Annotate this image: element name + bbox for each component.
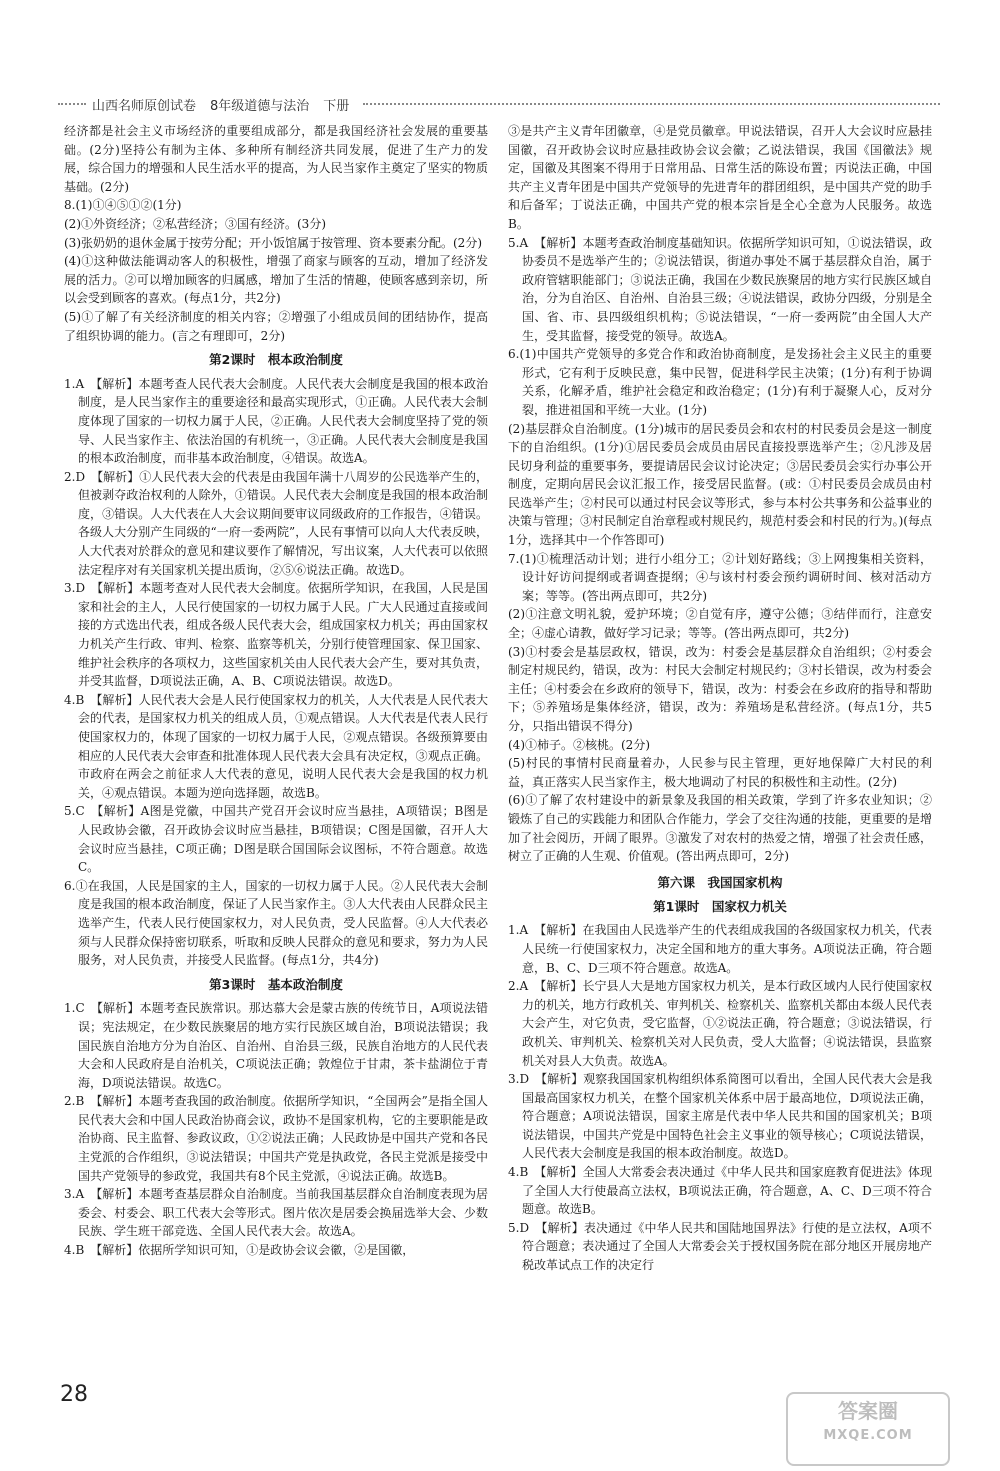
answer-item: 5.C 【解析】A图是党徽，中国共产党召开会议时应当悬挂，A项错误；B图是人民政协会徽，召开政协会议时应当悬挂，B项错误；C图是国徽，召开人大会议时应当悬挂，C项正确；D图是联合国国际会议图标，不符合题意。故选C。 bbox=[64, 804, 488, 875]
running-header bbox=[58, 92, 940, 116]
right-text-column bbox=[508, 122, 932, 1367]
answer-item: 2.D 【解析】①人民代表大会的代表是由我国年满十八周岁的公民选举产生的，但被剥夺政治权利的人除外，①错误。人民代表大会制度是我国的根本政治制度，③错误。人大代表在人大会议期间要审议同级政府的工作报告，④错误。各级人大分别产生同级的“一府一委两院”，人民有事情可以向人大代表反映，人大代表对於群众的意见和建议要作了解情况，写出议案，人大代表可以依照法定程序对有关国家机关提出质询，②⑤⑥说法正确。故选D。 bbox=[64, 469, 488, 577]
answer-paragraph: (6)①了解了农村建设中的新景象及我国的相关政策，学到了许多农业知识；②锻炼了自己的实践能力和团队合作能力，学会了交往沟通的技能，更重要的是增加了社会阅历，开阔了眼界。③激发了对农村的热爱之情，增强了社会责任感，树立了正确的人生观、价值观。(答出两点即可，2分) bbox=[508, 793, 932, 864]
answer-item: 3.D 【解析】本题考查对人民代表大会制度。依据所学知识，在我国，人民是国家和社会的主人，人民行使国家的一切权力属于人民。广大人民通过直接或间接的方式选出代表，组成各级人民代表大会，组成国家权力机关；再由国家权力机关产生行政、审判、检察、监察等机关，分别行使管理国家、保卫国家、维护社会秩序的各项权力，这些国家机关由人民代表大会产生，要对其负责，并受其监督，D项说法正确，A、B、C项说法错误。故选D。 bbox=[64, 581, 488, 689]
answer-item: 1.A 【解析】本题考查人民代表大会制度。人民代表大会制度是我国的根本政治制度，是人民当家作主的重要途径和最高实现形式，①正确。人民代表大会制度体现了国家的一切权力属于人民，②正确。人民代表大会制度坚持了党的领导、人民当家作主、依法治国的有机统一，③正确。人民代表大会制度是我国的根本政治制度，而非基本政治制度，④错误。故选A。 bbox=[64, 376, 488, 466]
page-number: 28 bbox=[60, 1382, 88, 1407]
answer-item: 2.B 【解析】本题考查我国的政治制度。依据所学知识，“全国两会”是指全国人民代表大会和中国人民政治协商会议，政协不是国家机构，它的主要职能是政治协商、民主监督、参政议政，①②说法正确；人民政协是中国共产党和各民主党派的合作组织，③说法错误；中国共产党是执政党，各民主党派是接受中国共产党领导的参政党，我国共有8个民主党派，④说法正确。故选B。 bbox=[64, 1094, 488, 1183]
answer-paragraph: (5)村民的事情村民商量着办，人民参与民主管理，更好地保障广大村民的利益，真正落实人民当家作主，极大地调动了村民的积极性和主动性。(2分) bbox=[508, 756, 932, 789]
answer-item: 1.C 【解析】本题考查民族常识。那达慕大会是蒙古族的传统节日，A项说法错误；宪法规定，在少数民族聚居的地方实行民族区域自治，B项说法错误；我国民族自治地方分为自治区、自治州、自治县三级，民族自治地方的人民代表大会和人民政府是自治机关，C项说法正确；敦煌位于甘肃，茶卡盐湖位于青海，D项说法错误。故选C。 bbox=[64, 1001, 488, 1090]
header-dotted-rule-left bbox=[58, 103, 86, 105]
header-series-title: 山西名师原创试卷 bbox=[92, 98, 197, 114]
watermark-url: MXQE.COM bbox=[823, 1428, 913, 1443]
answer-paragraph: (4)①柿子。②核桃。(2分) bbox=[508, 737, 650, 752]
header-dotted-rule-right bbox=[363, 103, 940, 105]
answer-paragraph: (3)①村委会是基层政权，错误，改为：村委会是基层群众自治组织；②村委会制定村规民约，错误，改为：村民大会制定村规民约；③村长错误，改为村委会主任；④村委会在乡政府的领导下，错误，改为：村委会在乡政府的指导和帮助下；⑤养殖场是集体经济，错误，改为：养殖场是私营经济。(每点1分，共5分，只指出错误不得分) bbox=[508, 644, 932, 733]
header-volume: 下册 bbox=[323, 98, 350, 114]
answer-item: 5.D 【解析】表决通过《中华人民共和国陆地国界法》行使的是立法权，A项不符合题意；表决通过了全国人大常委会关于授权国务院在部分地区开展房地产税改革试点工作的决定行 bbox=[508, 1220, 932, 1273]
answer-item: 6.①在我国，人民是国家的主人，国家的一切权力属于人民。②人民代表大会制度是我国的根本政治制度，保证了人民当家作主。③人大代表由人民群众民主选举产生，代表人民行使国家权力，对人民负责，受人民监督。④人大代表必须与人民群众保持密切联系，听取和反映人民群众的意见和要求，努力为人民服务，对人民负责，并接受人民监督。(每点1分，共4分) bbox=[64, 878, 488, 968]
header-grade-subject: 8年级道德与法治 bbox=[210, 98, 310, 114]
answer-item: 8.(1)①④⑤①②(1分) bbox=[64, 198, 182, 213]
answer-paragraph: (4)①这种做法能调动客人的积极性，增强了商家与顾客的互动，增加了经济发展的活力。②可以增加顾客的归属感，增加了生活的情趣，使顾客感到亲切，所以会受到顾客的喜欢。(每点1分，共2分) bbox=[64, 254, 488, 306]
answer-item: 6.(1)中国共产党领导的多党合作和政治协商制度，是发扬社会主义民主的重要形式，它有利于反映民意，集中民智，促进科学民主决策；(1分)有利于协调关系，化解矛盾，维护社会稳定和政治稳定；(1分)有利于凝聚人心，反对分裂，推进祖国和平统一大业。(1分) bbox=[508, 347, 932, 417]
lesson-heading: 第六课 我国国家机构 bbox=[657, 874, 783, 890]
answer-item: 4.B 【解析】人民代表大会是人民行使国家权力的机关，人大代表是人民代表大会的代表，是国家权力机关的组成人员，①观点错误。人大代表是代表人民行使国家权力的，体现了国家的一切权力属于人民，②观点错误。各级预算要由相应的人民代表大会审查和批准体现人民代表大会具有决定权，③观点正确。市政府在两会之前征求人大代表的意见，说明人民代表大会是我国的权力机关，④观点错误。本题为逆向选择题，故选B。 bbox=[64, 692, 488, 800]
watermark-logo bbox=[786, 1392, 950, 1466]
answer-item: 1.A 【解析】在我国由人民选举产生的代表组成我国的各级国家权力机关，代表人民统一行使国家权力，决定全国和地方的重大事务。A项说法正确，符合题意，B、C、D三项不符合题意。故选A。 bbox=[508, 923, 932, 975]
answer-paragraph: (2)①外资经济；②私营经济；③国有经济。(3分) bbox=[64, 216, 326, 231]
answer-paragraph: (3)张奶奶的退休金属于按劳分配；开小饭馆属于按管理、资本要素分配。(2分) bbox=[64, 235, 482, 250]
answer-paragraph: ③是共产主义青年团徽章，④是党员徽章。甲说法错误，召开人大会议时应悬挂国徽，召开政协会议时应悬挂政协会议会徽；乙说法错误，我国《国徽法》规定，国徽及其图案不得用于日常用品、日常生活的陈设布置；丙说法正确，中国共产主义青年团是中国共产党领导的先进青年的群团组织，是中国共产党的助手和后备军；丁说法正确，中国共产党的根本宗旨是全心全意为人民服务。故选B。 bbox=[508, 124, 932, 231]
answer-item: 2.A 【解析】长宁县人大是地方国家权力机关，是本行政区域内人民行使国家权力的机关，地方行政机关、审判机关、检察机关、监察机关都由本级人民代表大会产生，对它负责，受它监督，①②说法正确，符合题意；③说法错误，行政机关、审判机关、检察机关对人民负责，受人大监督；④说法错误，县监察机关对县人大负责。故选A。 bbox=[508, 979, 932, 1068]
section-heading: 第2课时 根本政治制度 bbox=[209, 352, 343, 368]
answer-paragraph: 经济都是社会主义市场经济的重要组成部分，都是我国经济社会发展的重要基础。(2分)坚持公有制为主体、多种所有制经济共同发展，促进了生产力的发展，综合国力的增强和人民生活水平的提高，为人民当家作主奠定了坚实的物质基础。(2分) bbox=[64, 124, 488, 194]
answer-item: 4.B 【解析】依据所学知识可知，①是政协会议会徽，②是国徽， bbox=[64, 1243, 415, 1258]
left-text-column bbox=[64, 122, 488, 1367]
answer-paragraph: (2)基层群众自治制度。(1分)城市的居民委员会和农村的村民委员会是这一制度下的自治组织。(1分)①居民委员会成员由居民直接投票选举产生；②凡涉及居民切身利益的重要事务，要提请居民会议讨论决定；③居民委员会实行办事公开制度，定期向居民会议汇报工作，接受居民监督。(或：①村民委员会成员由村民选举产生；②村民可以通过村民会议等形式，参与本村公共事务和公益事业的决策与管理；③村民制定自治章程或村规民约，规范村委会和村民的行为。)(每点1分，选择其中一个作答即可) bbox=[508, 421, 932, 548]
answer-item: 3.A 【解析】本题考查基层群众自治制度。当前我国基层群众自治制度表现为居委会、村委会、职工代表大会等形式。图片依次是居委会换届选举大会、少数民族、学生班干部竞选、全国人民代表大会。故选A。 bbox=[64, 1187, 488, 1239]
answer-item: 7.(1)①梳理活动计划；进行小组分工；②计划好路线；③上网搜集相关资料，设计好访问提纲或者调查提纲；④与该村村委会预约调研时间、核对活动方案；等等。(答出两点即可，共2分) bbox=[508, 551, 932, 603]
section-heading: 第1课时 国家权力机关 bbox=[653, 898, 787, 914]
watermark-logo-text: 答案圈 bbox=[838, 1399, 898, 1423]
answer-paragraph: (5)①了解了有关经济制度的相关内容；②增强了小组成员间的团结协作，提高了组织协调的能力。(言之有理即可，2分) bbox=[64, 309, 488, 343]
answer-item: 3.D 【解析】观察我国国家机构组织体系简图可以看出，全国人民代表大会是我国最高国家权力机关，在整个国家机关体系中居于最高地位，D项说法正确，符合题意；A项说法错误，国家主席是代表中华人民共和国的国家机关；B项说法错误，中国共产党是中国特色社会主义事业的领导核心；C项说法错误，人民代表大会制度是我国的根本政治制度。故选D。 bbox=[508, 1072, 932, 1161]
answer-paragraph: (2)①注意文明礼貌，爱护环境；②自觉有序，遵守公德；③结伴而行，注意安全；④虚心请教，做好学习记录；等等。(答出两点即可，共2分) bbox=[508, 607, 932, 641]
answer-item: 4.B 【解析】全国人大常委会表决通过《中华人民共和国家庭教育促进法》体现了全国人大行使最高立法权，B项说法正确，符合题意，A、C、D三项不符合题意。故选B。 bbox=[508, 1165, 932, 1217]
section-heading: 第3课时 基本政治制度 bbox=[209, 976, 343, 992]
answer-item: 5.A 【解析】本题考查政治制度基础知识。依据所学知识可知，①说法错误，政协委员不是选举产生的；②说法错误，街道办事处不属于基层群众自治，属于政府管辖职能部门；③说法正确，我国在少数民族聚居的地方实行民族区域自治，分为自治区、自治州、自治县三级；④说法错误，政协分四级，分别是全国、省、市、县四级组织机构；⑤说法错误，“一府一委两院”由全国人大产生，受其监督，接受党的领导。故选A。 bbox=[508, 235, 932, 343]
